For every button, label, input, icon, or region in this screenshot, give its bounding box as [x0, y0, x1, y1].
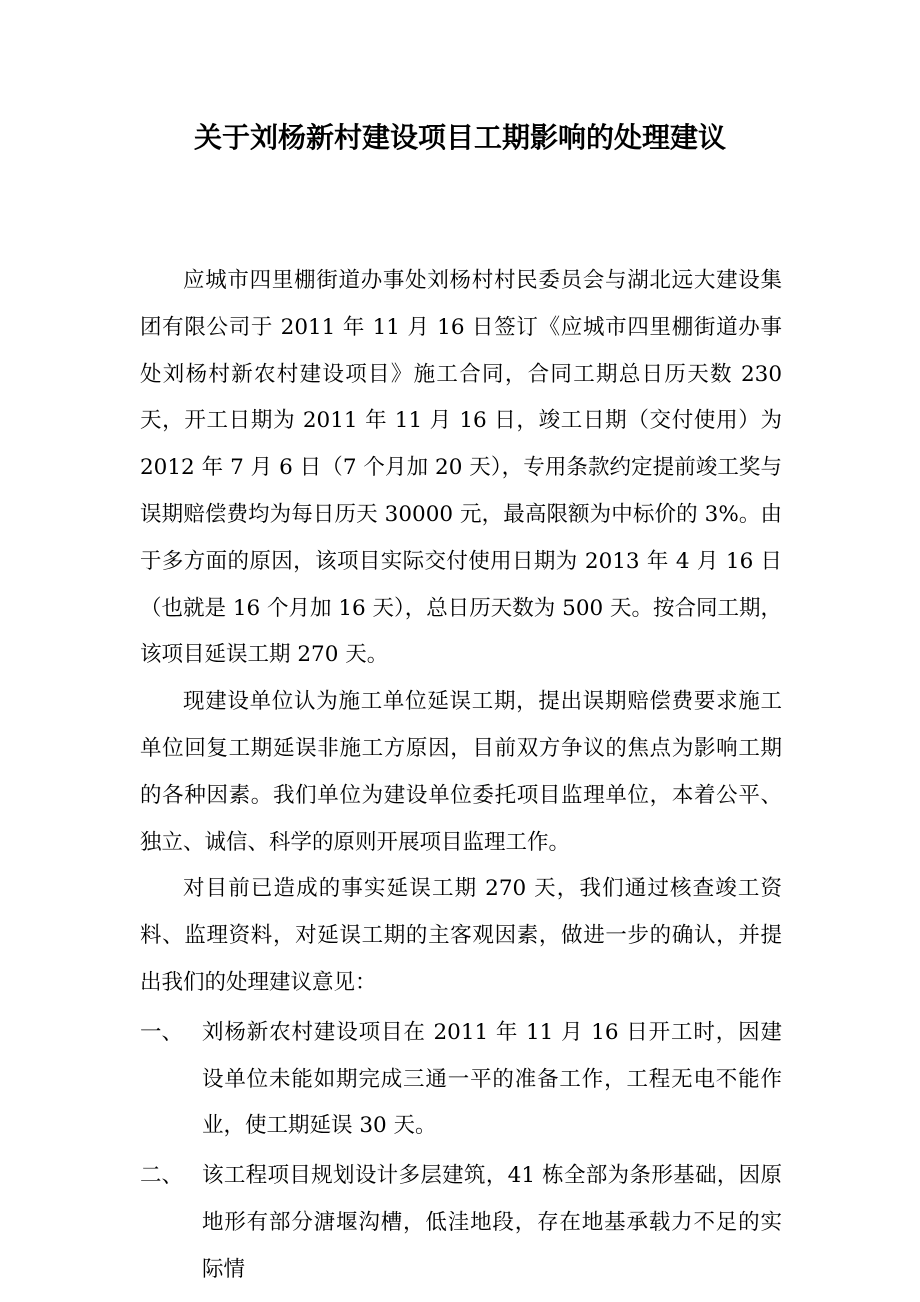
paragraph-contract-info: 应城市四里棚街道办事处刘杨村村民委员会与湖北远大建设集团有限公司于 2011 年 11 月 16 日签订《应城市四里棚街道办事处刘杨村新农村建设项目》施工合同，合同工期总日历天数 230 天，开工日期为 2011 年 11 月 16 日，竣工日期（交付使用）为 2012 年 7 月 6 日（7 个月加 20 天），专用条款约定提前竣工奖与误期赔偿费均为每日历天 30000 元，最高限额为中标价的 3%。由于多方面的原因，该项目实际交付使用日期为 2013 年 4 月 16 日（也就是 16 个月加 16 天），总日历天数为 500 天。按合同工期，该项目延误工期 270 天。 — [140, 268, 783, 668]
paragraph-verification: 对目前已造成的事实延误工期 270 天，我们通过核查竣工资料、监理资料，对延误工期的主客观因素，做进一步的确认，并提出我们的处理建议意见： — [140, 876, 782, 995]
paragraph-dispute: 现建设单位认为施工单位延误工期，提出误期赔偿费要求施工单位回复工期延误非施工方原因，目前双方争议的焦点为影响工期的各种因素。我们单位为建设单位委托项目监理单位，本着公平、独立、诚信、科学的原则开展项目监理工作。 — [140, 689, 782, 855]
list-item-text: 刘杨新农村建设项目在 2011 年 11 月 16 日开工时，因建设单位未能如期完成三通一平的准备工作，工程无电不能作业，使工期延误 30 天。 — [202, 1019, 782, 1139]
list-item-text: 该工程项目规划设计多层建筑，41 栋全部为条形基础，因原地形有部分溏堰沟槽，低洼地段，存在地基承载力不足的实际情 — [202, 1163, 782, 1282]
document-body — [140, 258, 782, 1294]
document-title: 关于刘杨新村建设项目工期影响的处理建议 — [193, 121, 726, 154]
list-marker: 一、 — [140, 1019, 184, 1045]
list-item-1 — [140, 1010, 782, 1150]
list-marker: 二、 — [140, 1163, 184, 1189]
list-item-2 — [140, 1153, 782, 1293]
